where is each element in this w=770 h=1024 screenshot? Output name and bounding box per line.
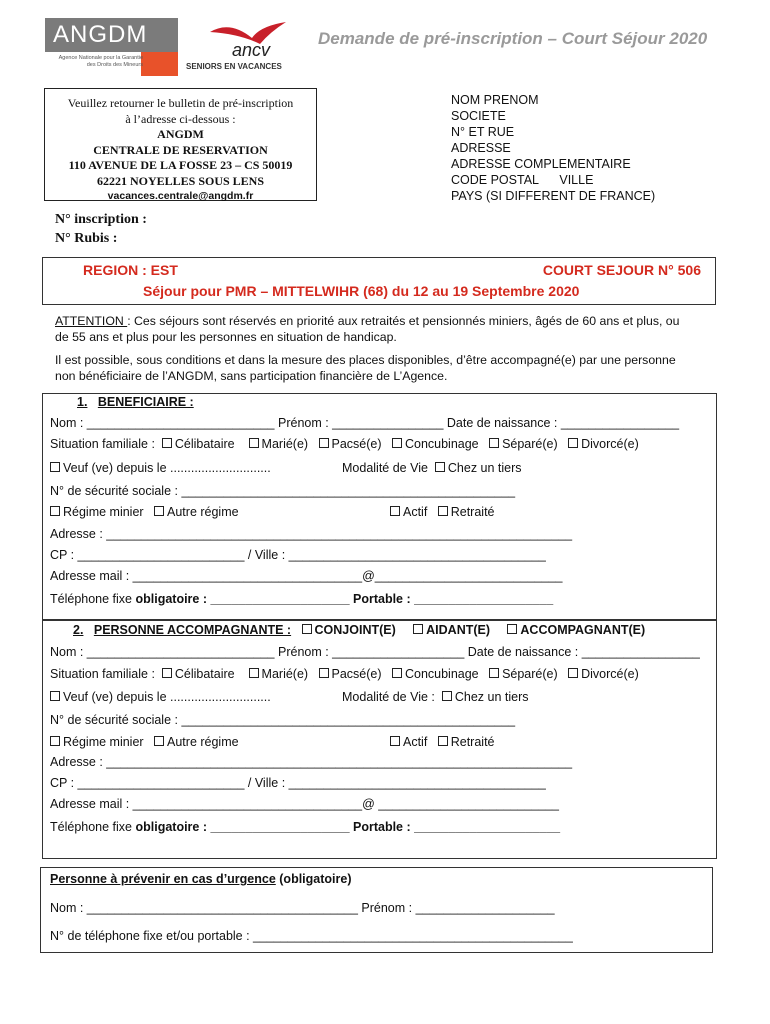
checkbox-autre-regime[interactable]: Autre régime (154, 505, 239, 519)
checkbox-accompagnant[interactable]: ACCOMPAGNANT(E) (507, 623, 645, 637)
accompaniment-paragraph (55, 352, 725, 384)
s1-email-field[interactable]: Adresse mail : _________________________________@___________________________ (50, 569, 563, 583)
s1-heading (77, 395, 194, 409)
s1-prenom-dob-field[interactable]: Prénom : ________________ Date de naissance : _________________ (278, 416, 680, 430)
attention-label: ATTENTION (55, 314, 128, 328)
situation-label: Situation familiale : (50, 667, 155, 681)
s2-email-field[interactable]: Adresse mail : _________________________________@ __________________________ (50, 797, 559, 811)
s1-statut-row (390, 505, 495, 519)
s1-telephone-field[interactable]: Téléphone fixe obligatoire : ____________________ Portable : ____________________ (50, 592, 554, 606)
urgence-telephone-field[interactable]: N° de téléphone fixe et/ou portable : ______________________________________________ (50, 929, 573, 943)
checkbox-conjoint[interactable]: CONJOINT(E) (302, 623, 396, 637)
modalite-label: Modalité de Vie (342, 461, 428, 475)
address-line-3: ANGDM (157, 127, 204, 141)
s1-situation-row (50, 437, 639, 451)
recipient-line: CODE POSTAL VILLE (451, 173, 594, 187)
angdm-logo (45, 18, 178, 78)
checkbox-retraite[interactable]: Retraité (438, 505, 495, 519)
s2-telephone-field[interactable]: Téléphone fixe obligatoire : ____________________ Portable : _____________________ (50, 820, 561, 834)
logo-angdm-subtitle: Agence Nationale pour la Garantie des Droits des Mineurs (58, 55, 143, 68)
s1-regime-row (50, 505, 239, 519)
logo-ancv-subtitle: SENIORS EN VACANCES (186, 62, 282, 71)
urgence-title: Personne à prévenir en cas d’urgence (50, 872, 276, 886)
urgence-nom-prenom-field[interactable]: Nom : _______________________________________ Prénom : ____________________ (50, 901, 555, 915)
inscription-number-label: N° inscription : (55, 212, 147, 227)
recipient-line: ADRESSE (451, 141, 511, 155)
recipient-line: SOCIETE (451, 109, 506, 123)
s2-statut-row (390, 735, 495, 749)
checkbox-concubinage[interactable]: Concubinage (392, 667, 479, 681)
s1-title: BENEFICIAIRE : (97, 395, 194, 409)
ancv-logo (186, 18, 300, 74)
s1-number: 1. (77, 395, 88, 409)
recipient-line: PAYS (SI DIFFERENT DE FRANCE) (451, 189, 656, 203)
s2-cp-ville-field[interactable]: CP : ________________________ / Ville : _____________________________________ (50, 776, 546, 790)
rubis-number-label: N° Rubis : (55, 231, 118, 246)
checkbox-divorce[interactable]: Divorcé(e) (568, 667, 639, 681)
checkbox-marie[interactable]: Marié(e) (249, 437, 309, 451)
address-email: vacances.centrale@angdm.fr (107, 190, 254, 202)
s2-situation-row (50, 667, 639, 681)
s1-adresse-field[interactable]: Adresse : ___________________________________________________________________ (50, 527, 573, 541)
recipient-block (451, 92, 655, 204)
s2-nom-field[interactable]: Nom : ___________________________ (50, 645, 275, 659)
s1-nom-field[interactable]: Nom : ___________________________ (50, 416, 275, 430)
urgence-heading (50, 872, 352, 886)
s2-adresse-field[interactable]: Adresse : ___________________________________________________________________ (50, 755, 573, 769)
s2-modalite-row (342, 690, 529, 704)
recipient-line: N° ET RUE (451, 125, 515, 139)
s2-title: PERSONNE ACCOMPAGNANTE : (93, 623, 292, 637)
recipient-line: ADRESSE COMPLEMENTAIRE (451, 157, 631, 171)
address-line-1: Veuillez retourner le bulletin de pré-inscription (67, 96, 294, 110)
checkbox-regime-minier[interactable]: Régime minier (50, 735, 144, 749)
checkbox-actif[interactable]: Actif (390, 505, 427, 519)
attention-text-2: de 55 ans et plus pour les personnes en situation de handicap. (55, 330, 397, 344)
logo-angdm-text: ANGDM (53, 21, 148, 48)
checkbox-pacse[interactable]: Pacsé(e) (319, 437, 382, 451)
checkbox-separe[interactable]: Séparé(e) (489, 437, 558, 451)
page-title: Demande de pré-inscription – Court Séjour 2020 (318, 29, 708, 48)
inscription-numbers (55, 210, 147, 248)
s2-regime-row (50, 735, 239, 749)
logo-grey-box (45, 18, 178, 52)
situation-label: Situation familiale : (50, 437, 155, 451)
modalite-label: Modalité de Vie : (342, 690, 435, 704)
checkbox-regime-minier[interactable]: Régime minier (50, 505, 144, 519)
checkbox-veuf[interactable]: Veuf (ve) depuis le ............................. (50, 690, 271, 704)
accompaniment-text-2: non bénéficiaire de l’ANGDM, sans participation financière de L’Agence. (55, 369, 448, 383)
s1-cp-ville-field[interactable]: CP : ________________________ / Ville : _____________________________________ (50, 548, 546, 562)
return-address-box (44, 88, 317, 201)
checkbox-chez-un-tiers[interactable]: Chez un tiers (442, 690, 529, 704)
attention-paragraph (55, 313, 725, 345)
attention-text-1: : Ces séjours sont réservés en priorité aux retraités et pensionnés miniers, âgés de 60 ans et plus, ou (127, 314, 680, 328)
checkbox-veuf[interactable]: Veuf (ve) depuis le ............................. (50, 461, 271, 475)
court-sejour-number: COURT SEJOUR N° 506 (542, 262, 701, 278)
s2-heading (73, 623, 645, 637)
logo-ancv-text: ancv (232, 40, 271, 60)
sejour-description: Séjour pour PMR – MITTELWIHR (68) du 12 au 19 Septembre 2020 (143, 283, 580, 299)
checkbox-separe[interactable]: Séparé(e) (489, 667, 558, 681)
checkbox-retraite[interactable]: Retraité (438, 735, 495, 749)
checkbox-concubinage[interactable]: Concubinage (392, 437, 479, 451)
accompaniment-text-1: Il est possible, sous conditions et dans la mesure des places disponibles, d’être accompagné(e) par une personne (55, 353, 676, 367)
address-line-2: à l’adresse ci-dessous : (125, 111, 236, 126)
checkbox-actif[interactable]: Actif (390, 735, 427, 749)
s2-prenom-dob-field[interactable]: Prénom : ___________________ Date de naissance : _________________ (278, 645, 700, 659)
s1-secu-field[interactable]: N° de sécurité sociale : ________________________________________________ (50, 484, 516, 498)
urgence-obligatoire: (obligatoire) (275, 872, 352, 886)
s2-secu-field[interactable]: N° de sécurité sociale : ________________________________________________ (50, 713, 516, 727)
region-label: REGION : EST (83, 262, 178, 278)
checkbox-autre-regime[interactable]: Autre régime (154, 735, 239, 749)
checkbox-aidant[interactable]: AIDANT(E) (413, 623, 490, 637)
address-line-5: 110 AVENUE DE LA FOSSE 23 – CS 50019 (68, 158, 293, 172)
checkbox-divorce[interactable]: Divorcé(e) (568, 437, 639, 451)
address-line-4: CENTRALE DE RESERVATION (93, 142, 268, 157)
checkbox-pacse[interactable]: Pacsé(e) (319, 667, 382, 681)
checkbox-celibataire[interactable]: Célibataire (162, 667, 235, 681)
checkbox-celibataire[interactable]: Célibataire (162, 437, 235, 451)
recipient-line: NOM PRENOM (451, 93, 539, 107)
checkbox-marie[interactable]: Marié(e) (249, 667, 309, 681)
checkbox-chez-un-tiers[interactable]: Chez un tiers (435, 461, 522, 475)
s2-number: 2. (73, 623, 84, 637)
address-line-6: 62221 NOYELLES SOUS LENS (96, 173, 265, 188)
s1-modalite-row (342, 461, 522, 475)
region-box (42, 257, 716, 305)
